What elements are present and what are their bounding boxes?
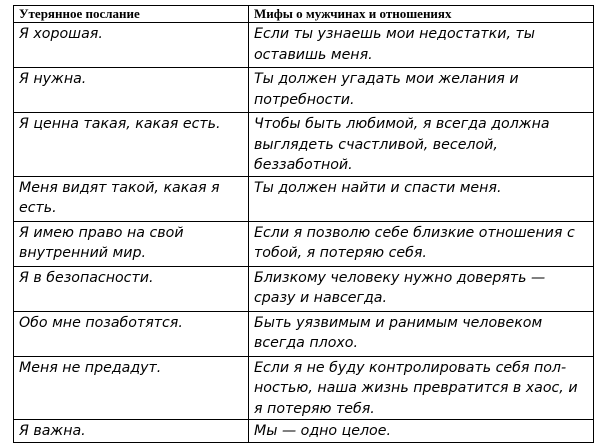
table-row	[14, 356, 594, 420]
lost-message-cell: Я ценна такая, какая есть.	[14, 113, 249, 177]
lost-message-cell: Меня видят такой, какая я есть.	[14, 176, 249, 221]
myth-cell: Мы — одно целое.	[249, 420, 594, 443]
table-header-row	[14, 6, 594, 23]
table-row	[14, 311, 594, 356]
myth-cell: Ты должен найти и спасти меня.	[249, 176, 594, 221]
myth-cell: Если ты узнаешь мои недостатки, ты оставишь меня.	[249, 23, 594, 68]
myth-cell: Чтобы быть любимой, я всегда должна выглядеть счастливой, веселой, беззаботной.	[249, 113, 594, 177]
myth-cell: Если я позволю себе близкие отношения с тобой, я потеряю себя.	[249, 221, 594, 266]
table-row	[14, 420, 594, 443]
table-row	[14, 266, 594, 311]
myths-table	[13, 5, 594, 443]
myth-cell: Если я не буду контролировать себя полностью, наша жизнь превратится в хаос, и я потеряю тебя.	[249, 356, 594, 420]
table-row	[14, 221, 594, 266]
lost-message-cell: Обо мне позаботятся.	[14, 311, 249, 356]
lost-message-cell: Я важна.	[14, 420, 249, 443]
lost-message-cell: Я хорошая.	[14, 23, 249, 68]
myth-cell: Близкому человеку нужно доверять — сразу и навсегда.	[249, 266, 594, 311]
table-row	[14, 68, 594, 113]
lost-message-cell: Меня не предадут.	[14, 356, 249, 420]
header-myths: Мифы о мужчинах и отношениях	[249, 6, 594, 23]
header-lost-message: Утерянное послание	[14, 6, 249, 23]
lost-message-cell: Я нужна.	[14, 68, 249, 113]
lost-message-cell: Я имею право на свой внутренний мир.	[14, 221, 249, 266]
lost-message-cell: Я в безопасности.	[14, 266, 249, 311]
myth-cell: Ты должен угадать мои желания и потребности.	[249, 68, 594, 113]
table-row	[14, 113, 594, 177]
myth-cell: Быть уязвимым и ранимым человеком всегда плохо.	[249, 311, 594, 356]
table-row	[14, 176, 594, 221]
table-row	[14, 23, 594, 68]
